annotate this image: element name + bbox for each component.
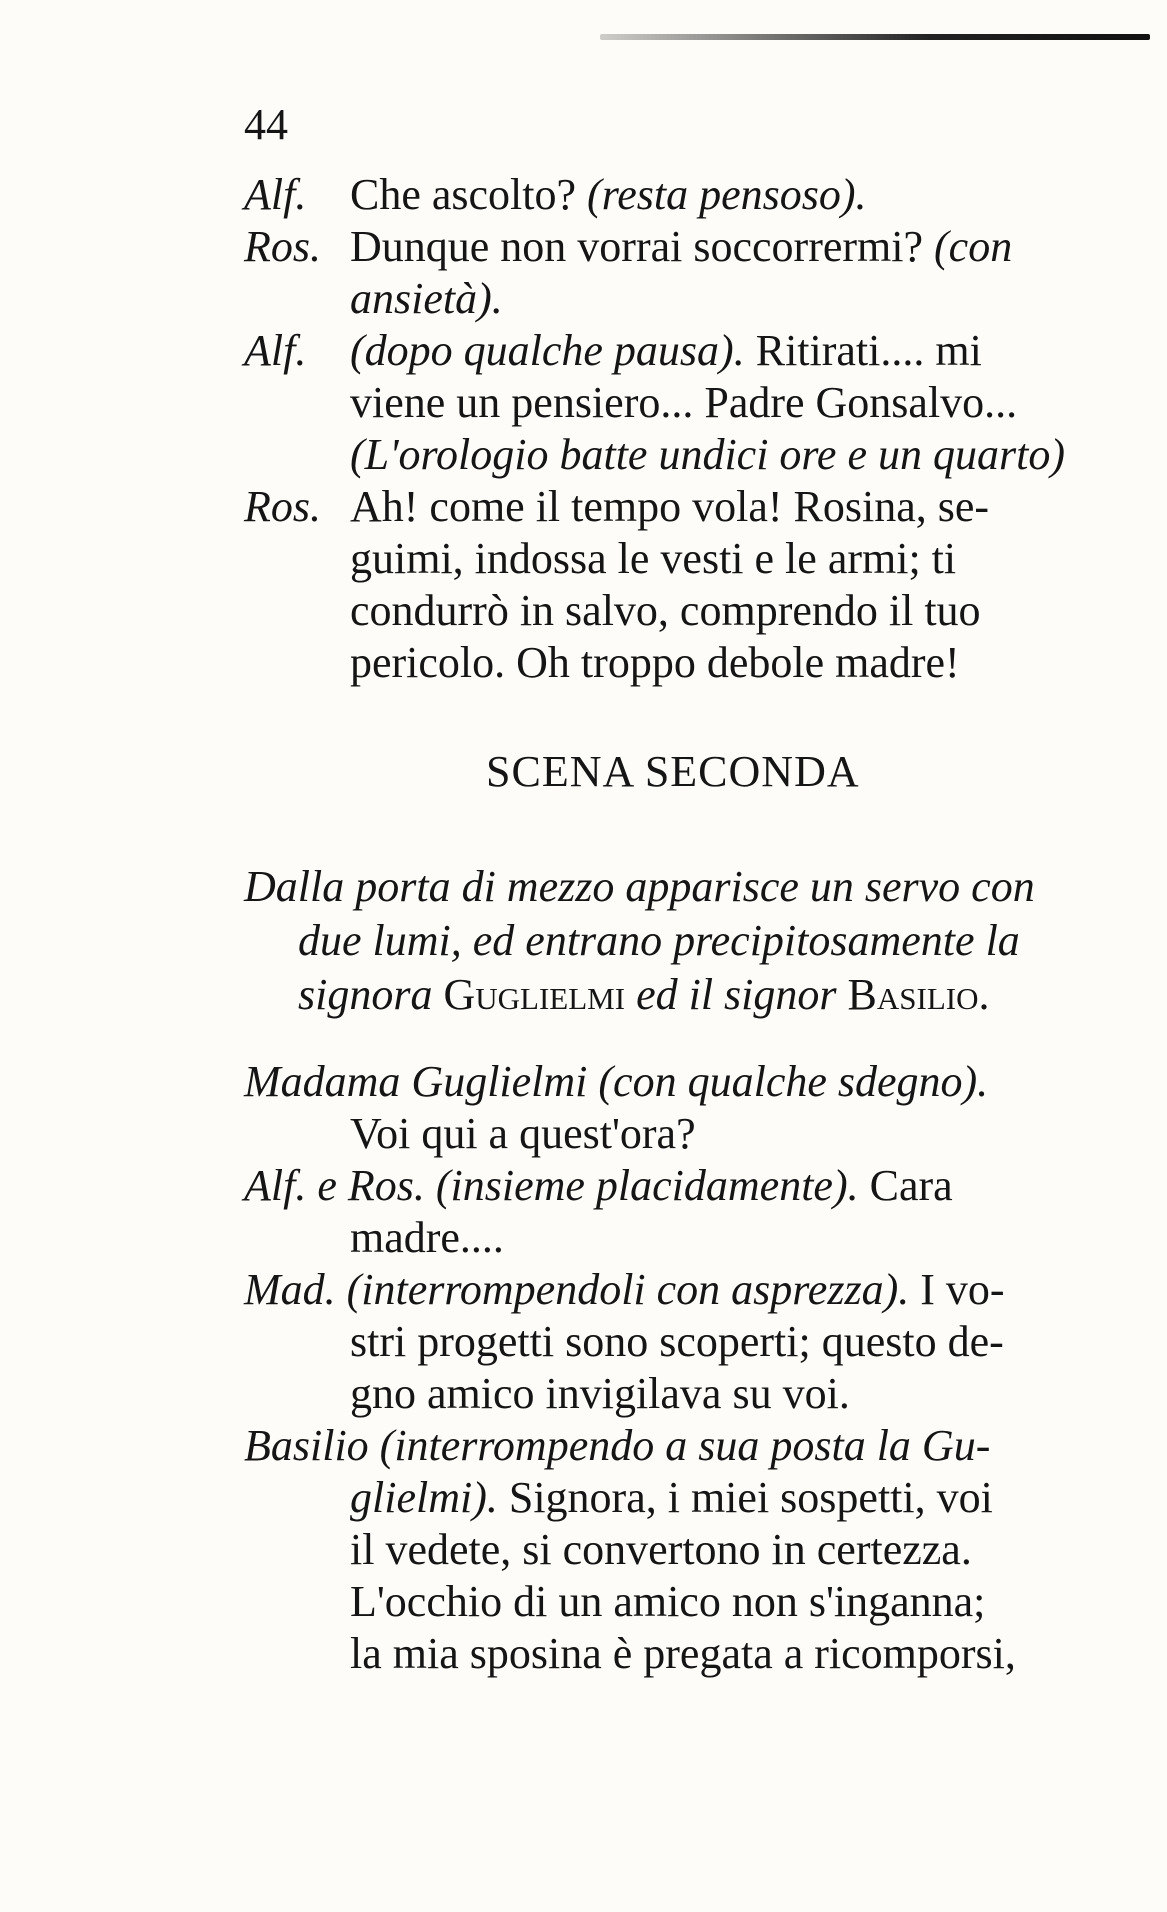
text-line xyxy=(350,1211,504,1265)
text-line xyxy=(350,272,503,326)
spoken-text: Dunque non vorrai soccorrermi? xyxy=(350,222,935,271)
text-line xyxy=(350,1471,993,1525)
direction-text: ed il signor xyxy=(625,970,848,1019)
speaker-label: Ros. xyxy=(244,222,321,271)
text-line xyxy=(350,1627,1016,1681)
text-line xyxy=(350,376,1017,430)
speaker-label: Alf. xyxy=(244,326,307,375)
spoken-text: la mia sposina è pregata a ricomporsi, xyxy=(350,1629,1016,1678)
text-line xyxy=(350,532,956,586)
text-line xyxy=(350,428,1065,482)
stage-note: glielmi). xyxy=(350,1473,509,1522)
stage-note: (L'orologio batte undici ore e un quarto) xyxy=(350,430,1065,479)
text-line xyxy=(350,480,989,534)
spoken-text: gno amico invigilava su voi. xyxy=(350,1369,850,1418)
stage-direction-line xyxy=(244,860,1035,914)
text-line xyxy=(350,636,960,690)
spoken-text: Signora, i miei sospetti, voi xyxy=(508,1473,993,1522)
spoken-text: Cara xyxy=(869,1161,953,1210)
spoken-text: viene un pensiero... Padre Gonsalvo... xyxy=(350,378,1018,427)
spoken-text: pericolo. Oh troppo debole madre! xyxy=(350,638,960,687)
text-line xyxy=(350,1107,696,1161)
stage-note: Basilio (interrompendo a sua posta la Gu- xyxy=(244,1421,991,1470)
speaker-label: Ros. xyxy=(244,482,321,531)
direction-text: signora xyxy=(298,970,444,1019)
scene-title: SCENA SECONDA xyxy=(486,747,860,796)
stage-note: (resta pensoso). xyxy=(587,170,867,219)
stage-note: ansietà). xyxy=(350,274,503,323)
stage-direction-line xyxy=(298,914,1020,968)
text-line xyxy=(350,1575,985,1629)
text-line xyxy=(350,1523,972,1577)
text-line xyxy=(244,1419,990,1473)
spoken-text: madre.... xyxy=(350,1213,504,1262)
spoken-text: Voi qui a quest'ora? xyxy=(350,1109,696,1158)
stage-note: Alf. e Ros. (insieme placidamente). xyxy=(244,1161,870,1210)
spoken-text: condurrò in salvo, comprendo il tuo xyxy=(350,586,981,635)
spoken-text: I vo- xyxy=(920,1265,1005,1314)
text-line xyxy=(350,1315,1004,1369)
spoken-text: stri progetti sono scoperti; questo de- xyxy=(350,1317,1004,1366)
text-line xyxy=(244,1263,1005,1317)
text-line xyxy=(350,220,1012,274)
spoken-text: guimi, indossa le vesti e le armi; ti xyxy=(350,534,957,583)
direction-text: Dalla porta di mezzo apparisce un servo con xyxy=(244,862,1035,911)
stage-note: (con xyxy=(934,222,1013,271)
text-line xyxy=(350,168,867,222)
character-name: Guglielmi xyxy=(443,970,626,1019)
stage-note: (dopo qualche pausa). xyxy=(350,326,756,375)
speaker-label: Alf. xyxy=(244,170,307,219)
text-line xyxy=(244,1159,953,1213)
spoken-text: Ritirati.... mi xyxy=(755,326,982,375)
spoken-text: L'occhio di un amico non s'inganna; xyxy=(350,1577,986,1626)
character-name: Basilio. xyxy=(847,970,990,1019)
stage-note: Madama Guglielmi (con qualche sdegno). xyxy=(244,1057,989,1106)
text-line xyxy=(350,584,981,638)
text-line xyxy=(350,1367,850,1421)
direction-text: due lumi, ed entrano precipitosamente la xyxy=(298,916,1020,965)
spoken-text: Che ascolto? xyxy=(350,170,588,219)
page-number: 44 xyxy=(244,100,288,149)
spoken-text: Ah! come il tempo vola! Rosina, se- xyxy=(350,482,990,531)
stage-direction-line xyxy=(298,968,989,1022)
stage-note: Mad. (interrompendoli con asprezza). xyxy=(244,1265,921,1314)
spoken-text: il vedete, si convertono in certezza. xyxy=(350,1525,972,1574)
text-line xyxy=(244,1055,988,1109)
text-line xyxy=(350,324,982,378)
